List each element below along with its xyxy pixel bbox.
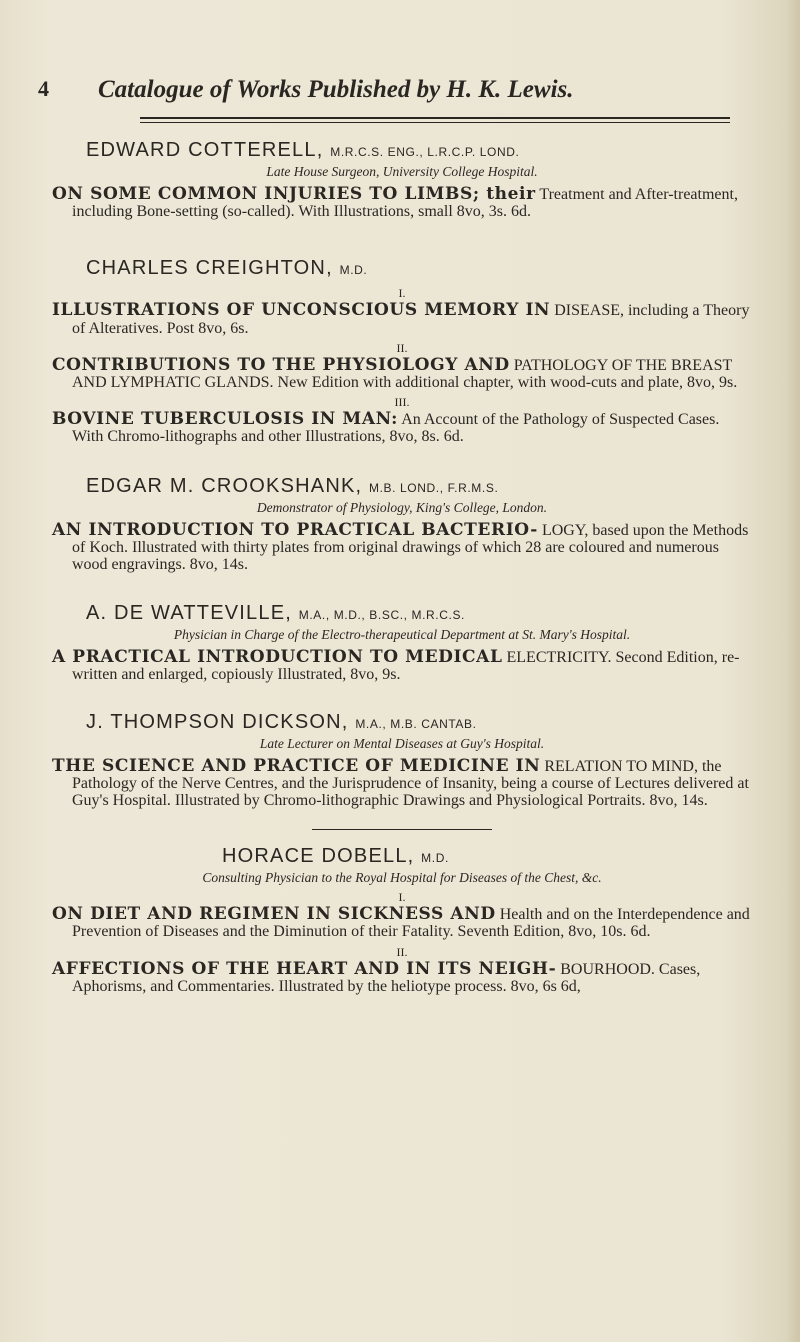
book-title: CONTRIBUTIONS TO THE PHYSIOLOGY AND	[52, 354, 510, 375]
author-position: Physician in Charge of the Electro-therapeutical Department at St. Mary's Hospital.	[173, 627, 631, 643]
author-name: A. DE WATTEVILLE,	[86, 602, 292, 625]
book-entry	[52, 354, 752, 392]
book-description: ELECTRICITY. Second Edition, re-written and enlarged, copiously Illustrated, 8vo, 9s.	[72, 649, 740, 684]
page-edge-shadow	[786, 0, 800, 1342]
author-position: Late House Surgeon, University College Hospital.	[266, 164, 538, 179]
book-description: Health and on the Interdependence and Prevention of Diseases and the Diminution of their Fatality. Seventh Edition, 8vo, 10s. 6d.	[72, 906, 750, 941]
author-heading	[52, 710, 752, 736]
author-name: HORACE DOBELL,	[222, 845, 415, 868]
book-description: An Account of the Pathology of Suspected Cases. With Chromo-lithographs and other Illustrations, 8vo, 8s. 6d.	[72, 411, 720, 446]
book-entry	[52, 906, 752, 940]
spacer	[52, 573, 752, 601]
book-description: LOGY, based upon the Methods of Koch. Illustrated with thirty plates from original drawings of which 28 are coloured and numerous wood engravings. 8vo, 14s.	[72, 521, 749, 574]
header-rule-thick	[140, 117, 730, 119]
author-heading	[52, 138, 752, 164]
book-entry	[52, 186, 752, 220]
spacer	[52, 220, 752, 256]
catalogue-entry	[52, 256, 752, 445]
book-description: Treatment and After-treatment, including Bone-setting (so-called). With Illustrations, small 8vo, 3s. 6d.	[72, 186, 738, 221]
author-position: Late Lecturer on Mental Diseases at Guy's Hospital.	[259, 735, 545, 751]
book-title: AN INTRODUCTION TO PRACTICAL BACTERIO-	[52, 519, 538, 540]
header-rule-thin	[140, 122, 730, 123]
book-title: ON SOME COMMON INJURIES TO LIMBS; their	[52, 184, 536, 204]
work-numeral: II.	[396, 944, 408, 959]
book-title: AFFECTIONS OF THE HEART AND IN ITS NEIGH-	[52, 958, 557, 979]
author-heading	[52, 601, 752, 627]
author-heading	[52, 256, 752, 282]
book-title: ILLUSTRATIONS OF UNCONSCIOUS MEMORY IN	[52, 300, 551, 321]
author-position: Demonstrator of Physiology, King's College, London.	[256, 499, 548, 515]
author-name: J. THOMPSON DICKSON,	[86, 710, 349, 733]
catalogue-entries	[52, 138, 752, 995]
author-name: EDGAR M. CROOKSHANK,	[86, 474, 363, 497]
author-position: Consulting Physician to the Royal Hospital for Diseases of the Chest, &c.	[202, 870, 602, 886]
book-entry	[52, 411, 752, 445]
spacer	[52, 446, 752, 474]
book-entry	[52, 649, 752, 683]
book-description: DISEASE, including a Theory of Alteratives. Post 8vo, 6s.	[72, 302, 750, 337]
book-entry	[52, 755, 752, 810]
author-heading	[52, 474, 752, 500]
catalogue-entry	[52, 844, 752, 995]
author-degrees: M.R.C.S. ENG., L.R.C.P. LOND.	[330, 145, 520, 159]
catalogue-entry	[52, 474, 752, 574]
page-number: 4	[38, 76, 49, 101]
spacer	[52, 684, 752, 710]
author-name: EDWARD COTTERELL,	[86, 139, 324, 161]
catalogue-entry	[52, 710, 752, 810]
book-title: ON DIET AND REGIMEN IN SICKNESS AND	[52, 904, 496, 925]
work-numeral: I.	[398, 890, 406, 905]
catalogue-entry	[52, 601, 752, 683]
running-title: Catalogue of Works Published by H. K. Lewis.	[98, 76, 574, 103]
section-divider	[312, 829, 492, 830]
running-header	[38, 76, 758, 106]
author-degrees: M.B. LOND., F.R.M.S.	[369, 480, 499, 495]
book-title: THE SCIENCE AND PRACTICE OF MEDICINE IN	[52, 755, 541, 776]
book-description: RELATION TO MIND, the Pathology of the Nerve Centres, and the Jurisprudence of Insanity, being a course of Lectures delivered at Guy's Hospital. Illustrated by Chromo-lithographic Drawings and Physiological Portraits. 8vo, 14s.	[72, 757, 749, 810]
author-name: CHARLES CREIGHTON,	[86, 257, 333, 280]
author-degrees: M.A., M.D., B.SC., M.R.C.S.	[298, 608, 465, 623]
catalogue-entry	[52, 138, 752, 220]
author-heading	[52, 844, 752, 870]
author-degrees: M.D.	[339, 263, 368, 278]
book-description: BOURHOOD. Cases, Aphorisms, and Commentaries. Illustrated by the heliotype process. 8vo, 6s 6d,	[72, 960, 701, 995]
book-entry	[52, 519, 752, 574]
author-degrees: M.D.	[421, 851, 449, 866]
author-degrees: M.A., M.B. CANTAB.	[355, 716, 477, 731]
work-numeral: I.	[398, 286, 406, 301]
book-title: BOVINE TUBERCULOSIS IN MAN:	[52, 409, 399, 430]
book-entry	[52, 302, 752, 336]
book-description: PATHOLOGY OF THE BREAST AND LYMPHATIC GLANDS. New Edition with additional chapter, with wood-cuts and plate, 8vo, 9s.	[72, 356, 738, 392]
book-entry	[52, 958, 752, 995]
work-numeral: III.	[394, 395, 410, 410]
work-numeral: II.	[396, 340, 408, 355]
book-title: A PRACTICAL INTRODUCTION TO MEDICAL	[52, 647, 503, 668]
